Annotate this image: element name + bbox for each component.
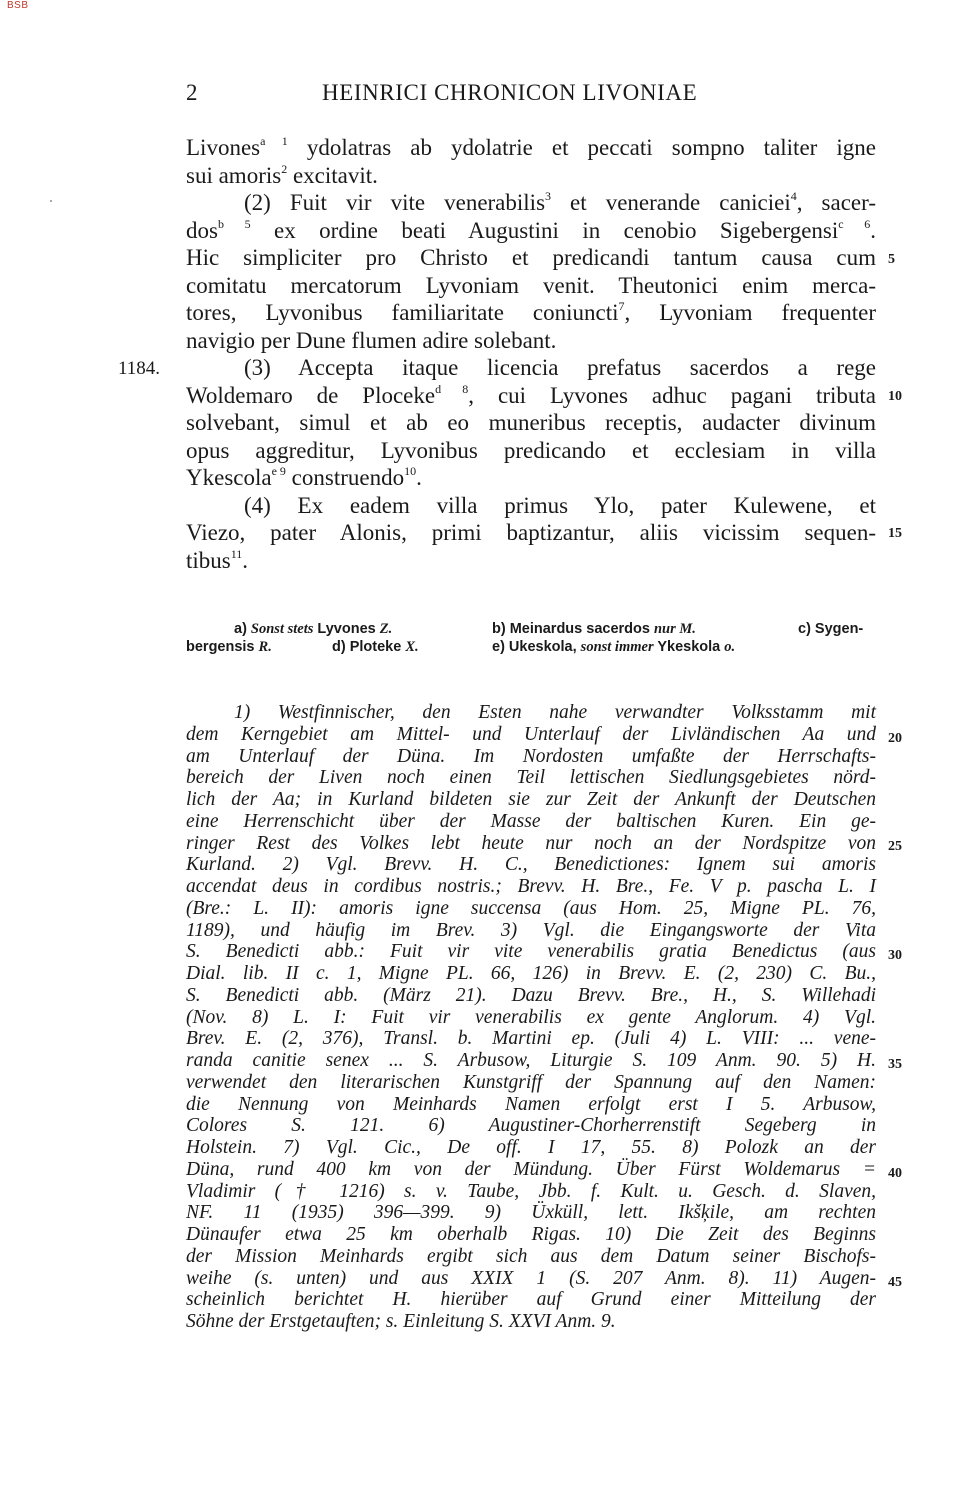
footnote-marker: d 8	[435, 381, 469, 396]
footnote-marker: e 9	[271, 464, 286, 479]
chronicle-body-text	[186, 134, 876, 574]
footnote-line: randa canitie senex ... S. Arbusow, Liturgie S. 109 Anm. 90. 5) H.	[186, 1050, 876, 1071]
body-line	[186, 409, 876, 437]
line-number: 30	[888, 948, 902, 963]
line-number: 25	[888, 839, 902, 854]
footnote-line: der Mission Meinhards ergibt sich aus dem Datum seiner Bischofs-	[186, 1245, 876, 1267]
body-text-segment: tibus	[186, 547, 231, 573]
body-line	[186, 189, 876, 217]
footnote-line: dem Kerngebiet am Mittel- und Unterlauf der Livländischen Aa und	[186, 723, 876, 745]
footnote-line: Dial. lib. II c. 1, Migne PL. 66, 126) in Brevv. E. (2, 230) C. Bu.,	[186, 963, 876, 984]
footnote-line: die Nennung von Meinhards Namen erfolgt erst I 5. Arbusow,	[186, 1093, 876, 1115]
running-title: HEINRICI CHRONICON LIVONIAE	[322, 80, 698, 105]
footnote-line: scheinlich berichtet H. hierüber auf Grund einer Mitteilung der	[186, 1289, 876, 1311]
footnote-line: Holstein. 7) Vgl. Cic., De off. I 17, 55. 8) Polozk an der	[186, 1137, 876, 1158]
body-text-segment: opus aggreditur, Lyvonibus predicando et ecclesiam in villa	[186, 437, 876, 463]
body-text-segment: dos	[186, 217, 218, 243]
footnote-line: Söhne der Erstgetauften; s. Einleitung S. XXVI Anm. 9.	[186, 1311, 616, 1332]
body-line	[186, 354, 876, 382]
body-line	[186, 134, 876, 162]
body-text-segment: Hic simpliciter pro Christo et predicandi tantum causa cum	[186, 245, 876, 270]
line-number: 45	[888, 1275, 902, 1290]
footnote-marker: b 5	[217, 216, 251, 231]
body-text-segment: solvebant, simul et ab eo muneribus receptis, audacter divinum	[186, 410, 876, 435]
footnote-line: accendat deus in cordibus nostris.; Brevv. H. Bre., Fe. V p. pascha L. I	[186, 876, 876, 897]
body-text-segment: sui amoris	[186, 162, 282, 188]
apparatus-note-b: b) Meinardus sacerdos nur M.	[492, 621, 696, 637]
body-text-segment: ydolatras ab ydolatrie et peccati sompno taliter igne	[287, 135, 876, 160]
body-line	[186, 547, 876, 575]
body-line	[186, 382, 876, 410]
body-line	[186, 464, 876, 492]
footnote-line: (Bre.: L. II): amoris igne succensa (aus Hom. 25, Migne PL. 76,	[186, 897, 876, 919]
footnote-marker: 2	[281, 161, 288, 176]
apparatus-note-d: d) Ploteke X.	[332, 639, 419, 655]
body-text-segment: excitavit.	[287, 162, 378, 188]
body-text-segment: (4) Ex eadem villa primus Ylo, pater Kulewene, et	[244, 492, 876, 518]
footnote-line: (Nov. 8) L. I: Fuit vir venerabilis ex gente Anglorum. 4) Vgl.	[186, 1006, 876, 1028]
footnote-line: S. Benedicti abb. (März 21). Dazu Brevv. Bre., H., S. Willehadi	[186, 984, 876, 1006]
footnote-line: S. Benedicti abb.: Fuit vir vite venerabilis gratia Benedictus (aus	[186, 941, 876, 963]
line-number: 10	[888, 389, 902, 404]
library-watermark: BSB	[7, 0, 29, 11]
body-line	[186, 244, 876, 272]
commentary-footnotes	[186, 702, 876, 1333]
body-text-segment: , cui Lyvones adhuc pagani tributa	[468, 382, 876, 408]
footnote-line: Düna, rund 400 km von der Mündung. Über Fürst Woldemarus =	[186, 1158, 876, 1180]
body-text-segment: navigio per Dune flumen adire solebant.	[186, 327, 557, 353]
footnote-line: Kurland. 2) Vgl. Brevv. H. C., Benedictiones: Ignem sui amoris	[186, 854, 876, 876]
critical-apparatus	[186, 620, 876, 656]
footnote-line: Colores S. 121. 6) Augustiner-Chorherrenstift Segeberg in	[186, 1115, 876, 1137]
body-line	[186, 217, 876, 245]
footnote-marker: c 6	[838, 216, 871, 231]
body-text-segment: Ykescola	[186, 465, 272, 490]
body-line	[186, 272, 876, 300]
footnote-line: lich der Aa; in Kurland bildeten sie zur Zeit der Ankunft der Deutschen	[186, 789, 876, 810]
body-text-segment: , Lyvoniam frequenter	[624, 300, 876, 325]
footnote-line: am Unterlauf der Düna. Im Nordosten umfaßte der Herrschafts-	[186, 745, 876, 767]
footnote-line: 1) Westfinnischer, den Esten nahe verwandter Volksstamm mit	[234, 702, 876, 723]
apparatus-note-c: c) Sygen-	[798, 621, 864, 637]
body-line	[186, 162, 876, 190]
body-line	[186, 492, 876, 520]
line-number: 20	[888, 731, 902, 746]
line-number: 40	[888, 1166, 902, 1181]
footnote-line: verwendet den literarischen Kunstgriff der Spannung auf den Namen:	[186, 1071, 876, 1093]
body-text-segment: ex ordine beati Augustini in cenobio Sigebergensi	[250, 217, 839, 243]
body-line	[186, 519, 876, 547]
footnote-marker: 10	[404, 464, 417, 479]
body-line	[186, 299, 876, 327]
footnote-line: bereich der Liven noch einen Teil lettischen Siedlungsgebietes nörd-	[186, 767, 876, 789]
footnote-marker: 11	[230, 546, 243, 561]
footnote-marker: 4	[790, 189, 797, 204]
body-text-segment: (2) Fuit vir vite venerabilis	[244, 190, 546, 215]
body-text-segment: construendo	[285, 465, 405, 490]
body-text-segment: , sacer-	[796, 190, 876, 215]
body-text-segment: Viezo, pater Alonis, primi baptizantur, aliis vicissim sequen-	[186, 520, 876, 545]
body-text-segment: comitatu mercatorum Lyvoniam venit. Theutonici enim merca-	[186, 272, 876, 298]
line-number: 35	[888, 1057, 902, 1072]
body-text-segment: .	[870, 217, 877, 243]
margin-year: 1184.	[118, 358, 161, 379]
apparatus-line	[186, 638, 876, 656]
line-number: 15	[888, 526, 902, 541]
apparatus-note-c-cont: bergensis R.	[186, 639, 272, 655]
footnote-line: 1189), und häufig im Brev. 3) Vgl. die Eingangsworte der Vita	[186, 919, 876, 941]
footnote-line: Brev. E. (2, 376), Transl. b. Martini ep. (Juli 4) L. VIII: ... vene-	[186, 1028, 876, 1050]
footnote-marker: 7	[618, 299, 625, 314]
footnote-marker: a 1	[260, 134, 288, 149]
apparatus-line	[186, 620, 876, 638]
apparatus-note-a: a) Sonst stets Lyvones Z.	[234, 621, 393, 637]
body-text-segment: (3) Accepta itaque licencia prefatus sacerdos a rege	[244, 355, 876, 380]
line-number: 5	[888, 252, 895, 267]
footnote-line: NF. 11 (1935) 396—399. 9) Üxküll, lett. Ikšķile, am rechten	[186, 1202, 876, 1224]
body-text-segment: .	[242, 547, 249, 573]
body-text-segment: .	[416, 465, 422, 490]
footnote-line: weihe (s. unten) und aus XXIX 1 (S. 207 Anm. 8). 11) Augen-	[186, 1267, 876, 1289]
footnote-line: eine Herrenschicht über der Masse der baltischen Kuren. Ein ge-	[186, 810, 876, 832]
apparatus-note-e: e) Ukeskola, sonst immer Ykeskola o.	[492, 639, 736, 655]
body-text-segment: tores, Lyvonibus familiaritate coniuncti	[186, 300, 619, 325]
footnote-line: ringer Rest des Volkes lebt heute nur noch an der Nordspitze von	[186, 832, 876, 854]
page-number: 2	[186, 80, 198, 105]
footnote-marker: 3	[545, 189, 552, 204]
footnote-line: Vladimir († 1216) s. v. Taube, Jbb. f. Kult. u. Gesch. d. Slaven,	[186, 1180, 876, 1202]
body-line	[186, 327, 876, 355]
footnote-line: Dünaufer etwa 25 km oberhalb Rigas. 10) Die Zeit des Beginns	[186, 1224, 876, 1245]
body-text-segment: Livones	[186, 135, 261, 160]
body-text-segment: et venerande caniciei	[551, 190, 791, 215]
body-text-segment: Woldemaro de Ploceke	[186, 382, 436, 408]
body-line	[186, 437, 876, 465]
scan-speck	[50, 200, 52, 202]
